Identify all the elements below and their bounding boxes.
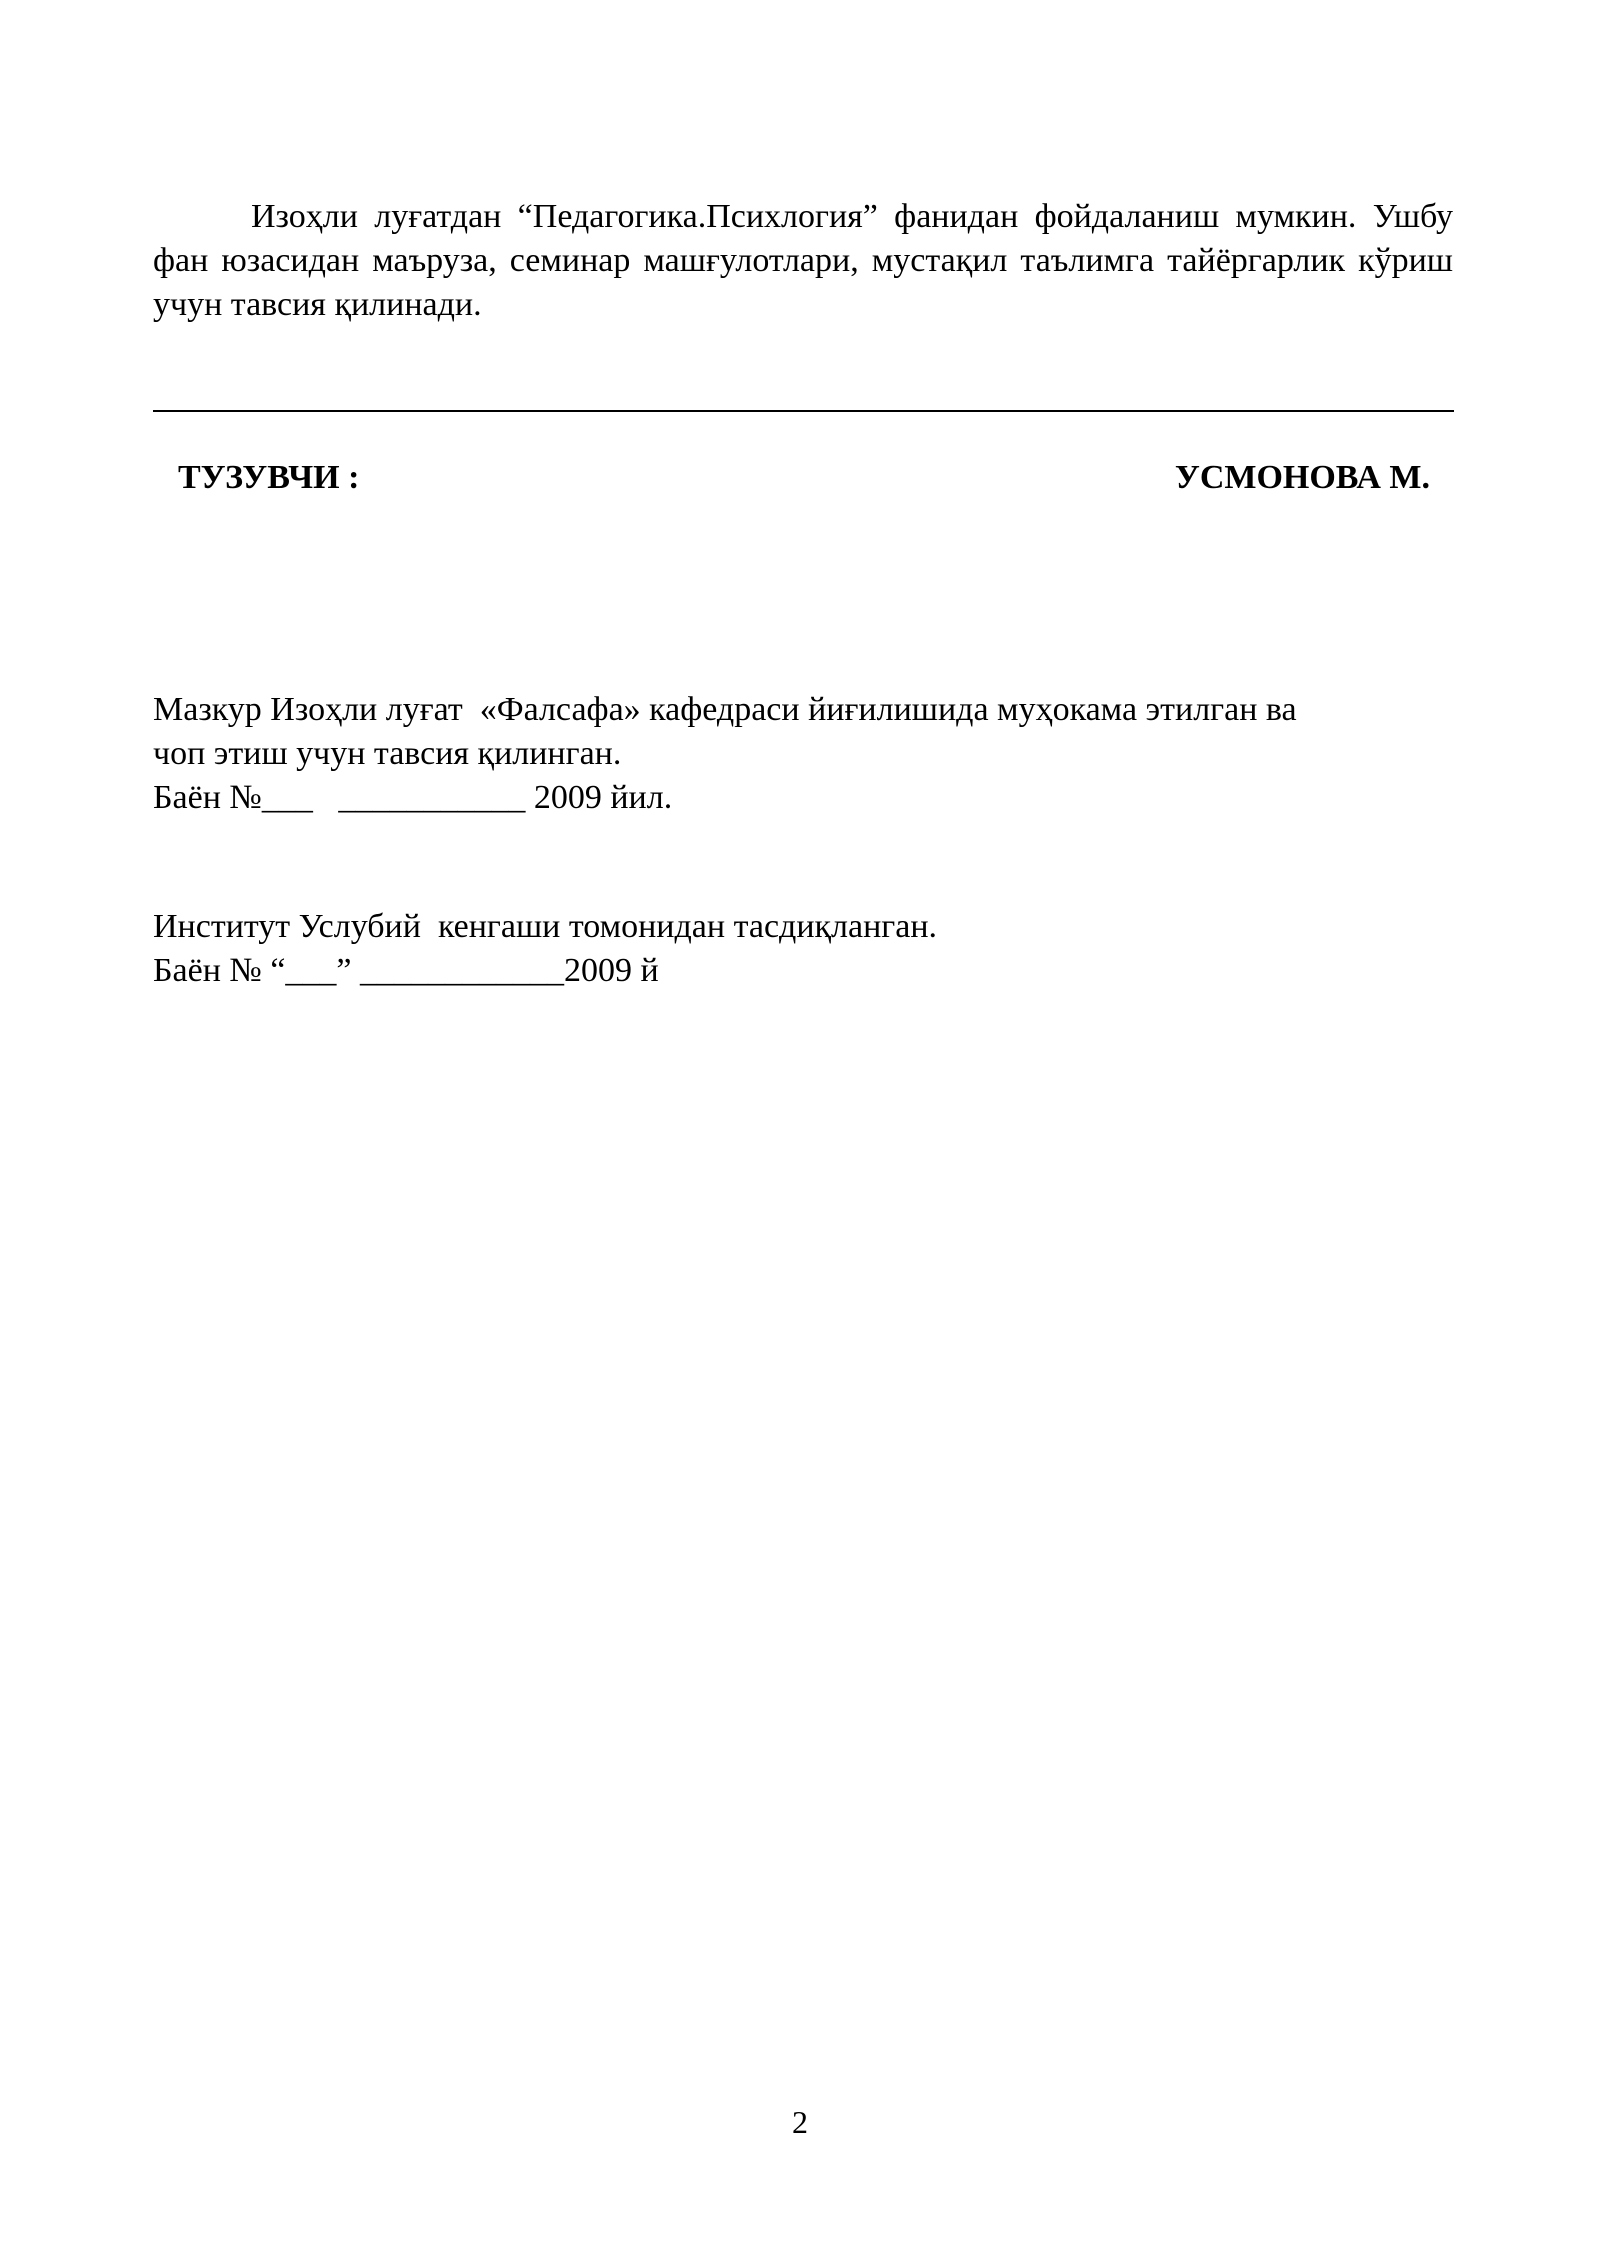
page-number: 2 — [792, 2104, 808, 2140]
intro-paragraph: Изоҳли луғатдан “Педагогика.Психлогия” фанидан фойдаланиш мумкин. Ушбу фан юзасидан маъруза, семинар машғулотлари, мустақил таълимга тайёргарлик кўриш учун тавсия қилинади. — [153, 198, 1453, 323]
department-approval-line: чоп этиш учун тавсия қилинган. — [153, 735, 622, 772]
compiler-label: ТУЗУВЧИ : — [178, 459, 360, 496]
department-protocol-line: Баён №___ ___________ 2009 йил. — [153, 779, 673, 816]
council-approval-block — [153, 905, 1473, 993]
department-approval-block — [153, 688, 1473, 820]
horizontal-divider — [153, 410, 1454, 412]
department-approval-line: Мазкур Изоҳли луғат «Фалсафа» кафедраси йиғилишида муҳокама этилган ва — [153, 691, 1297, 728]
council-protocol-line: Баён № “___” ____________2009 й — [153, 952, 659, 989]
council-approval-line: Институт Услубий кенгаши томонидан тасдиқланган. — [153, 908, 938, 945]
compiler-name: УСМОНОВА М. — [1174, 459, 1430, 496]
